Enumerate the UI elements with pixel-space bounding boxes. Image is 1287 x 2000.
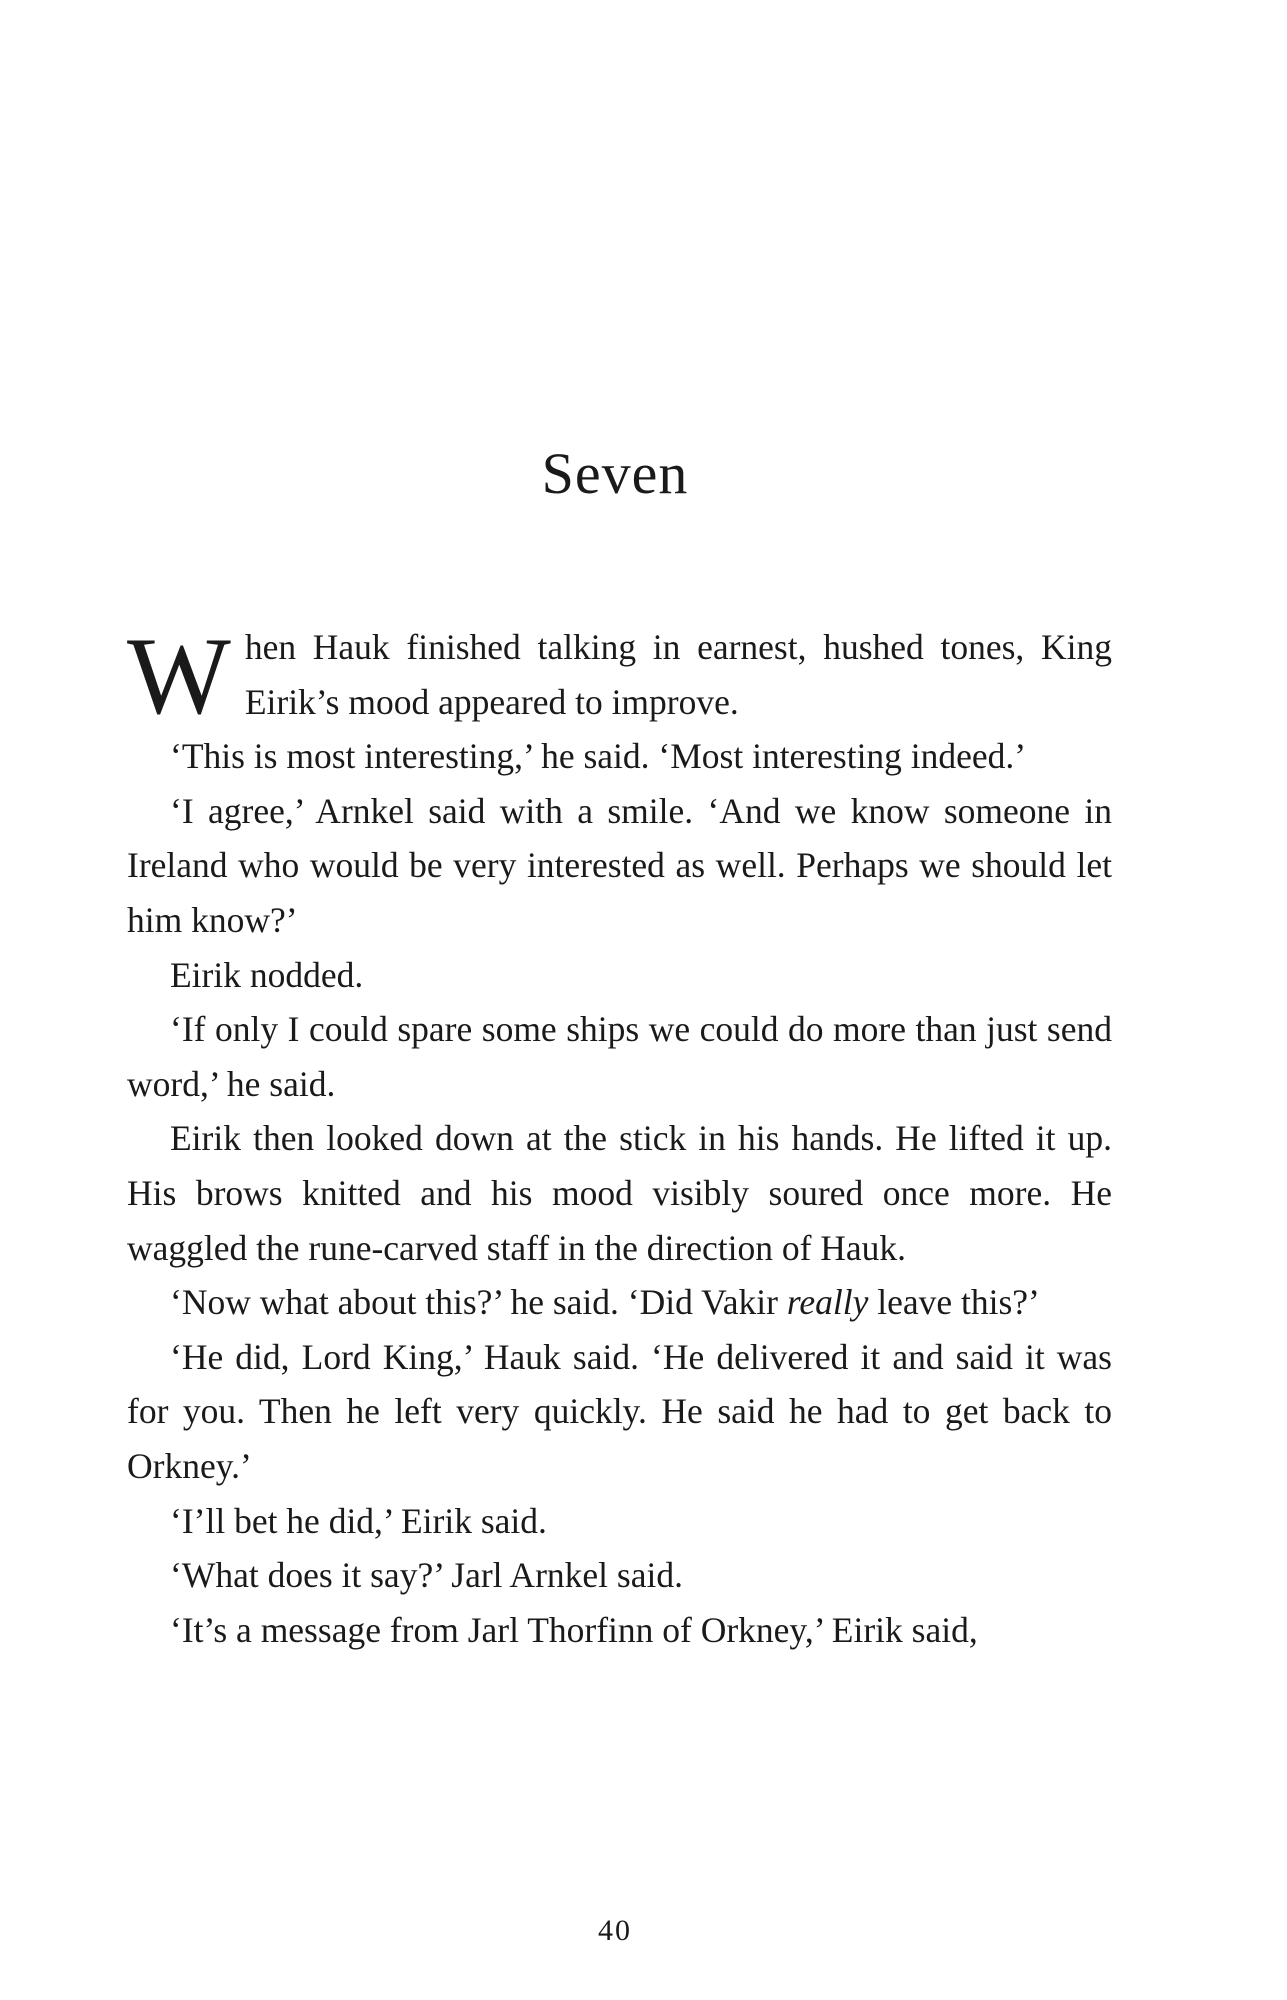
paragraph-1 [127, 615, 1112, 737]
paragraph-11: ‘It’s a message from Jarl Thorfinn of Orkney,’ Eirik said, [170, 1609, 978, 1650]
page-number: 40 [598, 1914, 632, 1947]
paragraph-6: Eirik then looked down at the stick in his hands. He lifted it up. His brows knitted and his mood visibly soured once more. He waggled the rune-carved staff in the direction of Hauk. [127, 1118, 1112, 1268]
chapter-title: Seven [541, 441, 689, 506]
paragraph-2: ‘This is most interesting,’ he said. ‘Most interesting indeed.’ [170, 736, 1027, 777]
paragraph-text-before: ‘Now what about this?’ he said. ‘Did Vakir [170, 1282, 787, 1323]
paragraph-text-after: leave this?’ [868, 1282, 1040, 1323]
paragraph-7 [127, 1275, 1112, 1330]
drop-cap: W [127, 615, 231, 737]
paragraph-8: ‘He did, Lord King,’ Hauk said. ‘He delivered it and said it was for you. Then he left very quickly. He said he had to get back to Orkney.’ [127, 1336, 1112, 1486]
paragraph-9: ‘I’ll bet he did,’ Eirik said. [170, 1500, 547, 1541]
paragraph-10: ‘What does it say?’ Jarl Arnkel said. [170, 1555, 683, 1596]
emphasis-text: really [786, 1282, 869, 1323]
body-text [127, 615, 1112, 1657]
paragraph-text: hen Hauk finished talking in earnest, hushed tones, King Eirik’s mood appeared to improve. [244, 627, 1112, 722]
paragraph-4: Eirik nodded. [170, 954, 364, 995]
paragraph-3: ‘I agree,’ Arnkel said with a smile. ‘And we know someone in Ireland who would be very interested as well. Perhaps we should let him know?’ [127, 790, 1112, 940]
paragraph-5: ‘If only I could spare some ships we could do more than just send word,’ he said. [127, 1009, 1112, 1104]
